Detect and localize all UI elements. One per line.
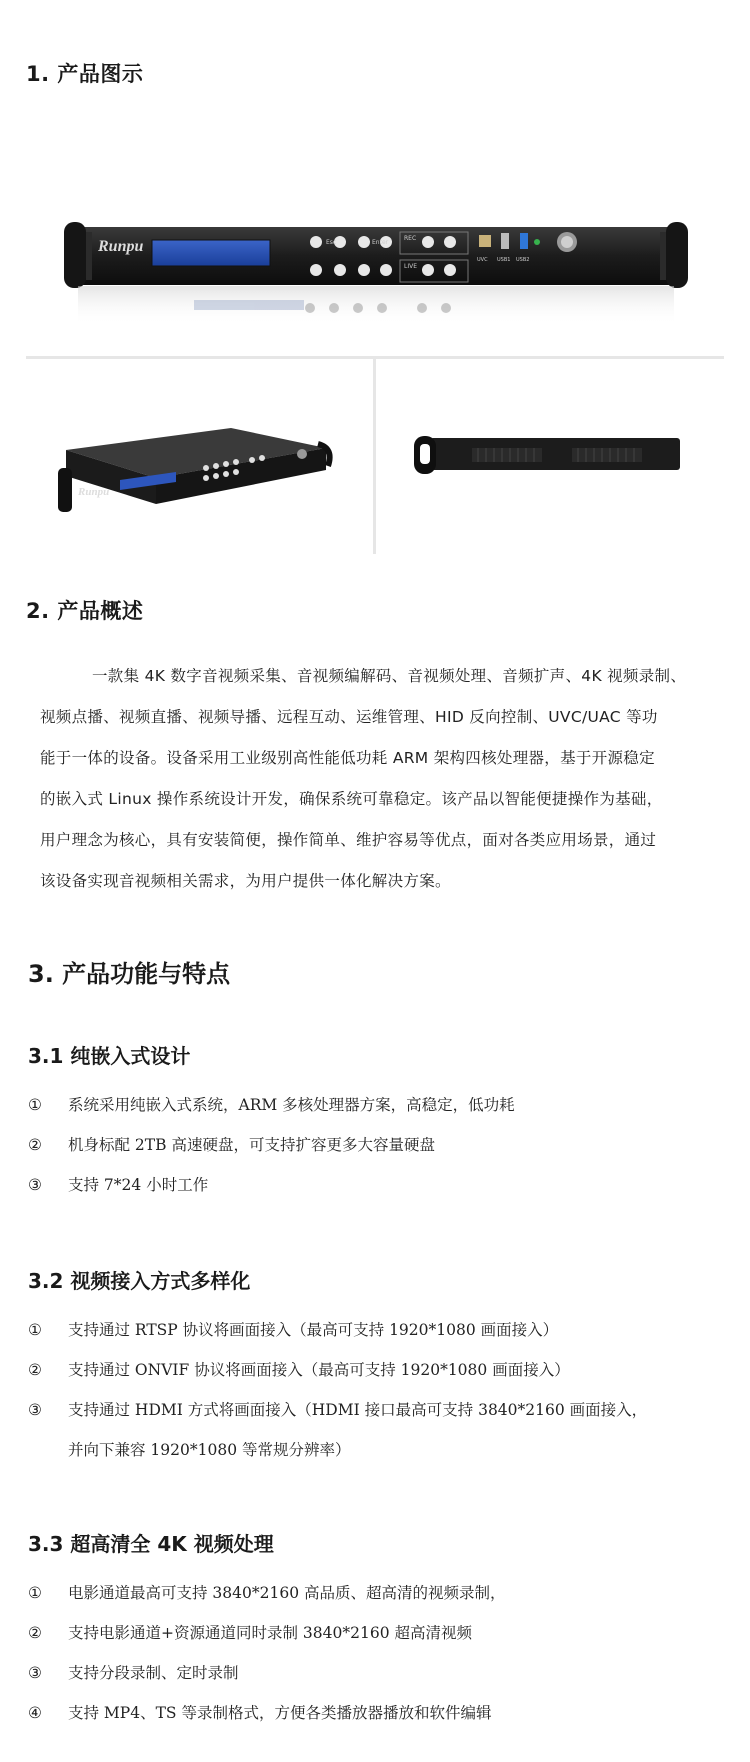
rec-label: REC	[404, 235, 417, 242]
list-item: ① 支持通过 RTSP 协议将画面接入（最高可支持 1920*1080 画面接入）	[28, 1321, 559, 1339]
section-1-title: 1. 产品图示	[26, 62, 144, 86]
port-usb1-label: USB1	[497, 257, 511, 263]
key-enter-label: Enter	[372, 239, 389, 246]
subsection-3-2-title: 3.2 视频接入方式多样化	[28, 1269, 251, 1293]
subsection-3-1-title: 3.1 纯嵌入式设计	[28, 1044, 191, 1068]
image-divider-vertical	[373, 358, 376, 554]
list-item: ③ 支持通过 HDMI 方式将画面接入（HDMI 接口最高可支持 3840*2160 画面接入，	[28, 1401, 648, 1419]
list-item: ③ 支持 7*24 小时工作	[28, 1176, 209, 1194]
live-label: LIVE	[404, 263, 418, 270]
list-item: ② 支持电影通道+资源通道同时录制 3840*2160 超高清视频	[28, 1624, 472, 1642]
list-item: ① 电影通道最高可支持 3840*2160 高品质、超高清的视频录制，	[28, 1584, 506, 1602]
list-item: ② 支持通过 ONVIF 协议将画面接入（最高可支持 1920*1080 画面接入）	[28, 1361, 570, 1379]
subsection-3-3-title: 3.3 超高清全 4K 视频处理	[28, 1532, 274, 1556]
overview-line-3: 能于一体的设备。设备采用工业级别高性能低功耗 ARM 架构四核处理器，基于开源稳定	[40, 749, 655, 767]
device-side-image	[412, 432, 682, 478]
key-esc-label: Esc	[326, 239, 337, 246]
overview-line-5: 用户理念为核心，具有安装简便，操作简单、维护容易等优点，面对各类应用场景，通过	[40, 831, 657, 849]
overview-line-4: 的嵌入式 Linux 操作系统设计开发，确保系统可靠稳定。该产品以智能便捷操作为基础，	[40, 790, 663, 808]
brand-logo: Runpu	[98, 238, 144, 255]
overview-line-1: 一款集 4K 数字音视频采集、音视频编解码、音视频处理、音频扩声、4K 视频录制、	[92, 667, 687, 685]
device-perspective-image	[56, 420, 336, 530]
list-item: ① 系统采用纯嵌入式系统，ARM 多核处理器方案，高稳定，低功耗	[28, 1096, 515, 1114]
list-item: ③ 支持分段录制、定时录制	[28, 1664, 239, 1682]
section-3-title: 3. 产品功能与特点	[28, 960, 231, 988]
section-2-title: 2. 产品概述	[26, 599, 144, 623]
overview-line-2: 视频点播、视频直播、视频导播、远程互动、运维管理、HID 反向控制、UVC/UAC 等功	[40, 708, 658, 726]
brand-logo-small: Runpu	[78, 486, 110, 498]
list-item: 并向下兼容 1920*1080 等常规分辨率）	[68, 1441, 351, 1459]
overview-line-6: 该设备实现音视频相关需求，为用户提供一体化解决方案。	[40, 872, 451, 890]
port-usb2-label: USB2	[516, 257, 530, 263]
device-front-image	[64, 220, 688, 340]
list-item: ④ 支持 MP4、TS 等录制格式，方便各类播放器播放和软件编辑	[28, 1704, 492, 1722]
list-item: ② 机身标配 2TB 高速硬盘，可支持扩容更多大容量硬盘	[28, 1136, 435, 1154]
port-uvc-label: UVC	[477, 257, 488, 263]
